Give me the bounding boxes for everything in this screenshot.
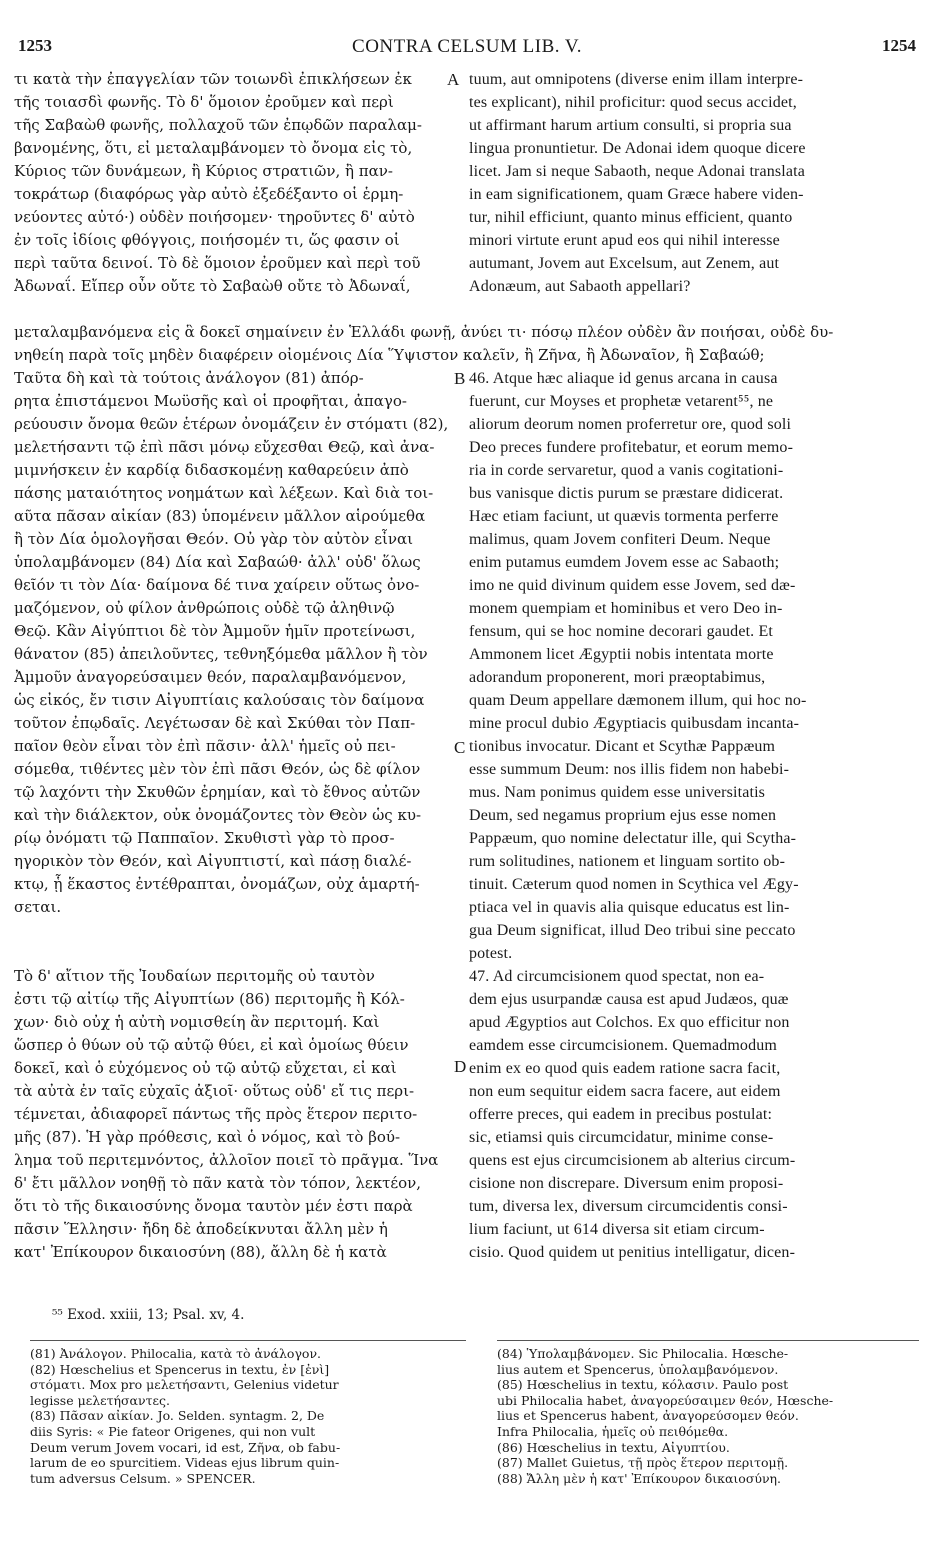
text-line: στόματι. Mox pro μελετήσαντι, Gelenius videtur xyxy=(30,1377,339,1393)
text-line: Ἀδωναΐ. Εἴπερ οὖν οὔτε τὸ Σαβαὼθ οὔτε τὸ Ἀδωναΐ, xyxy=(14,277,411,295)
text-line: cisione non discrepare. Diversum enim proposi- xyxy=(469,1175,784,1192)
text-line: lium faciunt, ut 614 diversa sit etiam circum- xyxy=(469,1221,765,1238)
text-line: tum adversus Celsum. » SPENCER. xyxy=(30,1470,256,1486)
text-line: νεύοντες αὐτό·) οὐδὲν ποιήσομεν· τηροῦντες δ' αὐτὸ xyxy=(14,208,415,226)
text-line: ἐστι τῷ αἰτίῳ τῆς Αἰγυπτίων (86) περιτομῆς ἢ Κόλ- xyxy=(14,990,405,1008)
text-line: Ἀμμοῦν ἀναγορεύσαιμεν θεόν, παραλαμβανόμενον, xyxy=(14,668,407,686)
text-line: τέμνεται, ἀδιαφορεῖ πάντως τῆς πρὸς ἕτερον περιτο- xyxy=(14,1105,418,1123)
running-title: CONTRA CELSUM LIB. V. xyxy=(352,36,582,57)
text-line: (85) Hœschelius in textu, κόλασιν. Paulo post xyxy=(497,1377,789,1393)
text-line: Infra Philocalia, ἡμεῖς οὐ πειθόμεθα. xyxy=(497,1423,729,1439)
text-line: enim ex eo quod quis eadem ratione sacra facit, xyxy=(469,1060,781,1077)
text-line: Θεῷ. Κἂν Αἰγύπτιοι δὲ τὸν Ἀμμοῦν ἡμῖν προτείνωσι, xyxy=(14,622,416,640)
text-line: μελετήσαντι τῷ ἐπὶ πᾶσι μόνῳ εὔχεσθαι Θεῷ, καὶ ἀνα- xyxy=(14,438,435,456)
text-line: καὶ τὴν διάλεκτον, οὐκ ὀνομάζοντες τὸν Θεὸν ὡς κυ- xyxy=(14,806,422,824)
text-line: eamdem esse circumcisionem. Quemadmodum xyxy=(469,1037,777,1054)
text-line: Adonæum, aut Sabaoth appellari? xyxy=(469,278,691,295)
text-line: tuum, aut omnipotens (diverse enim illam interpre- xyxy=(469,71,804,88)
text-line: (81) Ἀνάλογον. Philocalia, κατὰ τὸ ἀνάλογον. xyxy=(30,1346,322,1361)
text-line: tinuit. Cæterum quod nomen in Scythica vel Ægy- xyxy=(469,876,799,893)
text-line: θεῖόν τι τὸν Δία· δαίμονα δέ τινα χαίρειν οὕτως ὀνο- xyxy=(14,576,420,594)
text-line: κτῳ, ᾗ ἕκαστος ἐντέθραπται, ὀνομάζων, οὐχ ἁμαρτή- xyxy=(14,875,420,893)
text-line: aliorum deorum nomen proferretur ore, quod soli xyxy=(469,416,792,433)
text-line: lingua pronuntietur. De Adonai idem quoque dicere xyxy=(469,140,806,157)
text-line: ria in corde servaretur, quod a vanis cogitationi- xyxy=(469,462,784,479)
text-line: μιμνήσκειν ἐν καρδίᾳ διδασκομένῃ καθαρεύειν ἀπὸ xyxy=(14,461,409,479)
greek-column-2 xyxy=(14,367,466,919)
text-line: monem quempiam et hominibus et vero Deo in- xyxy=(469,600,783,617)
text-line: ρητα ἐπιστάμενοι Μωϋσῆς καὶ οἱ προφῆται, ἀπαγο- xyxy=(14,392,407,410)
text-line: θάνατον (85) ἀπειλοῦντες, τεθνηξόμεθα μᾶλλον ἢ τὸν xyxy=(14,645,428,663)
text-line: ptiaca vel in quavis alia quisque educatus est lin- xyxy=(469,899,790,916)
text-line: μαζόμενον, οὐ φίλον ἀνθρώποις οὐδὲ τῷ ἀληθινῷ xyxy=(14,599,395,617)
text-line: bus vanisque dictis purum se præstare didicerat. xyxy=(469,485,784,502)
text-line: τῆς Σαβαὼθ φωνῆς, πολλαχοῦ τῶν ἐπῳδῶν παραλαμ- xyxy=(14,116,422,134)
text-line: mine procul dubio Ægyptiacis quibusdam incanta- xyxy=(469,715,800,732)
text-line: ἢ τὸν Δία ὁμολογῆσαι Θεόν. Οὐ γὰρ τὸν αὐτὸν εἶναι xyxy=(14,530,413,548)
text-line: legisse μελετήσαντες. xyxy=(30,1392,170,1408)
text-line: 46. Atque hæc aliaque id genus arcana in causa xyxy=(469,370,778,387)
text-line: lius autem et Spencerus, ὑπολαμβανόμενον. xyxy=(497,1361,779,1377)
footnotes-right xyxy=(497,1346,919,1486)
text-line: Pappæum, quo nomine delectatur ille, qui Scytha- xyxy=(469,830,797,847)
text-line: σεται. xyxy=(14,898,62,916)
text-line: larum de eo spurcitiem. Videas ejus librum quin- xyxy=(30,1455,340,1471)
text-line: δοκεῖ, καὶ ὁ εὐχόμενος οὐ τῷ αὐτῷ εὔχεται, εἰ καὶ xyxy=(14,1059,397,1077)
text-line: apud Ægyptios aut Colchos. Ex quo efficitur non xyxy=(469,1014,790,1031)
text-line: 47. Ad circumcisionem quod spectat, non ea- xyxy=(469,968,765,985)
text-line: diis Syris: « Pie fateor Origenes, qui non vult xyxy=(30,1423,316,1439)
latin-column-1 xyxy=(469,68,919,298)
footnotes-left xyxy=(30,1346,466,1486)
margin-marker-b: B xyxy=(454,369,466,388)
text-line: fuerunt, cur Moyses et prophetæ vetarent⁵⁵, ne xyxy=(469,393,774,410)
text-line: autumant, Jovem aut Excelsum, aut Zenem, aut xyxy=(469,255,780,272)
text-line: esse summum Deum: nos illis fidem non habebi- xyxy=(469,761,790,778)
text-line: Deum verum Jovem vocari, id est, Ζῆνα, ob fabu- xyxy=(30,1439,341,1455)
text-line: imo ne quid divinum quidem esse Jovem, sed dæ- xyxy=(469,577,796,594)
text-line: (86) Hœschelius in textu, Αἰγυπτίου. xyxy=(497,1439,730,1455)
text-line: dem ejus usurpandæ causa est apud Judæos, quæ xyxy=(469,991,789,1008)
text-line: ὑπολαμβάνομεν (84) Δία καὶ Σαβαώθ· ἀλλ' οὐδ' ὅλως xyxy=(14,553,421,571)
text-line: ubi Philocalia habet, ἀναγορεύσαιμεν θεόν, Hœsche- xyxy=(497,1392,834,1408)
text-line: τοκράτωρ (διαφόρως γὰρ αὐτὸ ἐξεδέξαντο οἱ ἑρμη- xyxy=(14,185,404,203)
text-line: quens est ejus circumcisionem ab alterius circum- xyxy=(469,1152,796,1169)
text-line: Κύριος τῶν δυνάμεων, ἢ Κύριος στρατιῶν, ἢ παν- xyxy=(14,162,393,180)
text-line: πᾶσιν Ἕλλησιν· ἤδη δὲ ἀποδείκνυται ἄλλη μὲν ἡ xyxy=(14,1220,388,1238)
text-line: cisio. Quod quidem ut penitius intelligatur, dicen- xyxy=(469,1244,796,1261)
text-line: σόμεθα, τιθέντες μὲν τὸν ἐπὶ πᾶσι Θεόν, ὡς δὲ φίλον xyxy=(14,760,421,778)
text-line: τι κατὰ τὴν ἐπαγγελίαν τῶν τοιωνδὶ ἐπικλήσεων ἐκ xyxy=(14,70,412,88)
text-line: (83) Πᾶσαν αἰκίαν. Jo. Selden. syntagm. 2, De xyxy=(30,1408,325,1424)
greek-column-1 xyxy=(14,68,466,298)
greek-full-width-passage xyxy=(14,321,919,367)
margin-marker-c: C xyxy=(454,738,466,757)
margin-marker-a: A xyxy=(447,70,460,89)
text-line: αῦτα πᾶσαν αἰκίαν (83) ὑπομένειν μᾶλλον αἱρούμεθα xyxy=(14,507,426,525)
text-line: (88) Ἄλλη μὲν ἡ κατ' Ἐπίκουρον δικαιοσύνη. xyxy=(497,1470,782,1486)
text-line: τῷ λαχόντι τὴν Σκυθῶν ἐρημίαν, καὶ τὸ ἔθνος αὐτῶν xyxy=(14,783,421,801)
text-line: enim putamus eumdem Jovem esse ac Sabaoth; xyxy=(469,554,780,571)
text-line: ut affirmant harum artium consulti, si propria sua xyxy=(469,117,792,134)
text-line: ηγορικὸν τὸν Θεόν, καὶ Αἰγυπτιστί, καὶ πάσῃ διαλέ- xyxy=(14,852,412,870)
text-line: χων· διὸ οὐχ ἡ αὐτὴ νομισθείη ἂν περιτομή. Καὶ xyxy=(14,1013,380,1031)
text-line: ὡς εἰκός, ἔν τισιν Αἰγυπτίαις καλούσαις τὸν δαίμονα xyxy=(14,691,425,709)
text-line: ρίῳ ὀνόματι τῷ Παππαῖον. Σκυθιστὶ γὰρ τὸ προσ- xyxy=(14,829,395,847)
text-line: μῆς (87). Ἡ γὰρ πρόθεσις, καὶ ὁ νόμος, καὶ τὸ βού- xyxy=(14,1128,401,1146)
footnote-rule-right xyxy=(497,1340,919,1341)
text-line: τοῦτον ἐπῳδαῖς. Λεγέτωσαν δὲ καὶ Σκύθαι τὸν Παπ- xyxy=(14,714,416,732)
greek-column-3 xyxy=(14,965,466,1264)
text-line: ρεύουσιν ὄνομα θεῶν ἑτέρων ὀνομάζειν ἐν στόματι (82), xyxy=(14,415,449,433)
text-line: tum, diversa lex, diversum circumcidentis consi- xyxy=(469,1198,788,1215)
scripture-footnote: ⁵⁵ Exod. xxiii, 13; Psal. xv, 4. xyxy=(52,1307,245,1323)
latin-column-3 xyxy=(469,965,919,1264)
text-line: tur, nihil efficiunt, quanto minus efficient, quanto xyxy=(469,209,793,226)
text-line: malimus, quam Jovem confiteri Deum. Neque xyxy=(469,531,771,548)
text-line: tes explicant), nihil proficitur: quod secus accidet, xyxy=(469,94,797,111)
text-line: βανομένης, ὅτι, εἰ μεταλαμβάνομεν τὸ ὄνομα εἰς τὸ, xyxy=(14,139,413,157)
text-line: (82) Hœschelius et Spencerus in textu, ἐν [ἐνὶ] xyxy=(30,1361,330,1377)
text-line: Τὸ δ' αἴτιον τῆς Ἰουδαίων περιτομῆς οὐ ταυτὸν xyxy=(14,967,375,985)
text-line: παῖον θεὸν εἶναι τὸν ἐπὶ πᾶσιν· ἀλλ' ἡμεῖς οὐ πει- xyxy=(14,737,396,755)
right-page-number: 1254 xyxy=(882,36,916,55)
text-line: Hæc etiam faciunt, ut quævis tormenta perferre xyxy=(469,508,779,525)
text-line: τὰ αὐτὰ ἐν ταῖς εὐχαῖς ἀξιοῖ· οὕτως οὐδ' εἴ τις περι- xyxy=(14,1082,415,1100)
text-line: ὥσπερ ὁ θύων οὐ τῷ αὐτῷ θύει, εἰ καὶ ὁμοίως θύειν xyxy=(14,1036,409,1054)
text-line: Ταῦτα δὴ καὶ τὰ τούτοις ἀνάλογον (81) ἀπόρ- xyxy=(14,369,364,387)
text-line: (84) Ὑπολαμβάνομεν. Sic Philocalia. Hœsche- xyxy=(497,1346,789,1361)
text-line: (87) Mallet Guietus, τῇ πρὸς ἕτερον περιτομῇ. xyxy=(497,1455,789,1471)
margin-marker-d: D xyxy=(454,1057,467,1076)
text-line: πάσης ματαιότητος νοημάτων καὶ λέξεων. Καὶ διὰ τοι- xyxy=(14,484,434,502)
text-line: in eam significationem, quam Græce habere viden- xyxy=(469,186,804,203)
text-line: μεταλαμβανόμενα εἰς ἃ δοκεῖ σημαίνειν ἐν Ἑλλάδι φωνῇ, ἀνύει τι· πόσῳ πλέον οὐδὲν ἂν ποιήσαι, οὐδὲ δυ- xyxy=(14,323,834,341)
text-line: non eum sequitur eidem sacra facere, aut eidem xyxy=(469,1083,781,1100)
text-line: Ammonem licet Ægyptii nobis intentata morte xyxy=(469,646,774,663)
text-line: fensum, qui se hoc nomine decorari gaudet. Et xyxy=(469,623,773,640)
text-line: mus. Nam ponimus quidem esse universitatis xyxy=(469,784,766,801)
text-line: τῆς τοιασδὶ φωνῆς. Τὸ δ' ὅμοιον ἐροῦμεν καὶ περὶ xyxy=(14,93,394,111)
text-line: lius et Spencerus habent, ἀναγορεύσομεν θεόν. xyxy=(497,1408,799,1424)
text-line: κατ' Ἐπίκουρον δικαιοσύνη (88), ἄλλη δὲ ἡ κατὰ xyxy=(14,1243,387,1261)
text-line: rum solitudines, nationem et linguam sortito ob- xyxy=(469,853,786,870)
text-line: δ' ἔτι μᾶλλον νοηθῇ τὸ πᾶν κατὰ τὸν τόπον, λεκτέον, xyxy=(14,1174,422,1192)
text-line: potest. xyxy=(469,945,513,962)
page-header xyxy=(18,36,916,66)
text-line: quam Deum appellare dæmonem illum, qui hoc no- xyxy=(469,692,807,709)
text-line: offerre preces, qui eadem in precibus postulat: xyxy=(469,1106,773,1123)
text-line: adorandum proponerent, mori præoptabimus, xyxy=(469,669,766,686)
text-line: Deo preces fundere profitebatur, et eorum memo- xyxy=(469,439,794,456)
latin-column-2 xyxy=(469,367,919,965)
text-line: ὅτι τὸ τῆς δικαιοσύνης ὄνομα ταυτὸν μέν ἐστι παρὰ xyxy=(14,1197,413,1215)
text-line: tionibus invocatur. Dicant et Scythæ Pappæum xyxy=(469,738,776,755)
text-line: λημα τοῦ περιτεμνόντος, ἀλλοῖον ποιεῖ τὸ πρᾶγμα. Ἵνα xyxy=(14,1151,439,1169)
footnote-rule-left xyxy=(30,1340,466,1341)
text-line: sic, etiamsi quis circumcidatur, minime conse- xyxy=(469,1129,774,1146)
text-line: gua Deum significat, illud Deo tribui sine peccato xyxy=(469,922,796,939)
text-line: licet. Jam si neque Sabaoth, neque Adonai translata xyxy=(469,163,806,180)
text-line: Deum, sed negamus proprium ejus esse nomen xyxy=(469,807,777,824)
text-line: ἐν τοῖς ἰδίοις φθόγγοις, ποιήσομέν τι, ὥς φασιν οἱ xyxy=(14,231,400,249)
text-line: νηθείη παρὰ τοῖς μηδὲν διαφέρειν οἰομένοις Δία Ὕψιστον καλεῖν, ἢ Ζῆνα, ἢ Ἀδωναῖον, ἢ Σαβαώθ; xyxy=(14,346,765,364)
text-line: minori virtute erunt apud eos qui nihil interesse xyxy=(469,232,780,249)
text-line: περὶ ταῦτα δεινοί. Τὸ δὲ ὅμοιον ἐροῦμεν καὶ περὶ τοῦ xyxy=(14,254,421,272)
left-page-number: 1253 xyxy=(18,36,52,55)
